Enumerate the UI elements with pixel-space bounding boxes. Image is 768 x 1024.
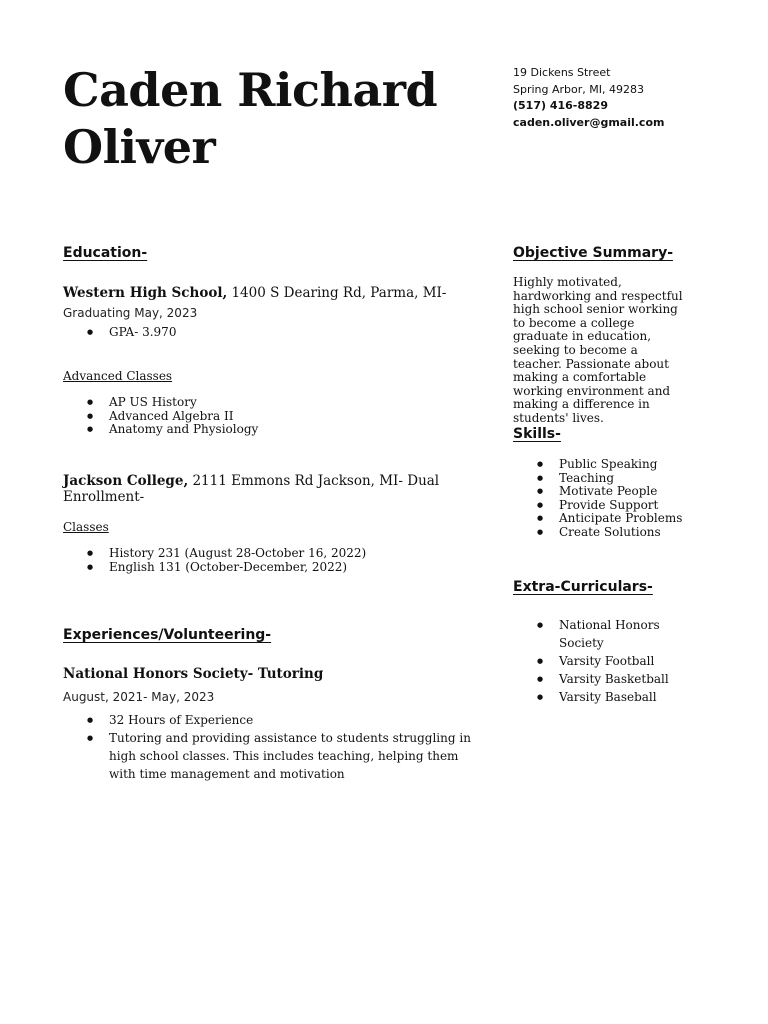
list-item: ● Teaching [559, 472, 733, 486]
experience-heading: Experiences/Volunteering- [63, 627, 272, 643]
experience-entry [63, 666, 483, 783]
extracurriculars-heading: Extra-Curriculars- [513, 579, 653, 595]
list-item: ● 32 Hours of Experience [109, 711, 483, 729]
school-jackson [63, 473, 448, 505]
list-item: ● Create Solutions [559, 526, 733, 540]
advanced-classes-list [63, 396, 483, 437]
skills-heading: Skills- [513, 426, 561, 442]
list-item: ● Anticipate Problems [559, 512, 733, 526]
school-jackson-address: 2111 Emmons Rd Jackson, MI- Dual Enrollment- [63, 473, 440, 505]
list-item: ● Varsity Baseball [559, 688, 683, 706]
list-item: ● Varsity Basketball [559, 670, 683, 688]
list-item: ● AP US History [109, 396, 483, 410]
school-western-details [63, 326, 483, 340]
school-jackson-title [63, 473, 448, 505]
advanced-classes-label: Advanced Classes [63, 369, 173, 383]
list-item: ● Public Speaking [559, 458, 733, 472]
name-line-1: Caden Richard [63, 63, 438, 117]
list-item: ● GPA- 3.970 [109, 326, 483, 340]
address-line-2: Spring Arbor, MI, 49283 [513, 82, 644, 96]
advanced-classes [63, 369, 483, 437]
experience-details [63, 711, 483, 783]
school-western-address: 1400 S Dearing Rd, Parma, MI- [231, 285, 447, 301]
jackson-classes [63, 520, 483, 574]
list-item: ● History 231 (August 28-October 16, 2022) [109, 547, 483, 561]
list-item: ● Varsity Football [559, 652, 683, 670]
school-jackson-name: Jackson College, [63, 473, 189, 489]
skills-block [513, 458, 733, 539]
list-item: ● Motivate People [559, 485, 733, 499]
objective-text: Highly motivated, hardworking and respectful high school senior working to become a college graduate in education, seeking to become a teacher. Passionate about making a comfortable working environment and making a difference in students' lives. [513, 275, 683, 425]
school-western [63, 285, 483, 340]
address-line-1: 19 Dickens Street [513, 66, 611, 79]
skills-list [513, 458, 733, 539]
list-item: ● National Honors Society [559, 616, 683, 652]
jackson-classes-label: Classes [63, 520, 109, 534]
resume-name [63, 62, 483, 176]
list-item: ● Tutoring and providing assistance to students struggling in high school classes. This includes teaching, helping them with time management and motivation [109, 729, 483, 783]
experience-role: National Honors Society- Tutoring [63, 666, 324, 682]
school-western-graduating: Graduating May, 2023 [63, 306, 198, 320]
extracurriculars-block [513, 616, 683, 706]
email-address: caden.oliver@gmail.com [513, 115, 665, 129]
phone-number: (517) 416-8829 [513, 99, 608, 112]
contact-block [513, 65, 753, 131]
education-heading: Education- [63, 245, 148, 261]
list-item: ● Anatomy and Physiology [109, 423, 483, 437]
list-item: ● Provide Support [559, 499, 733, 513]
list-item: ● English 131 (October-December, 2022) [109, 561, 483, 575]
school-western-name: Western High School, [63, 285, 228, 301]
name-line-2: Oliver [63, 120, 216, 174]
experience-dates: August, 2021- May, 2023 [63, 690, 215, 704]
objective-heading: Objective Summary- [513, 245, 674, 261]
school-western-title [63, 285, 483, 301]
jackson-classes-list [63, 547, 483, 574]
list-item: ● Advanced Algebra II [109, 410, 483, 424]
extracurriculars-list [513, 616, 683, 706]
